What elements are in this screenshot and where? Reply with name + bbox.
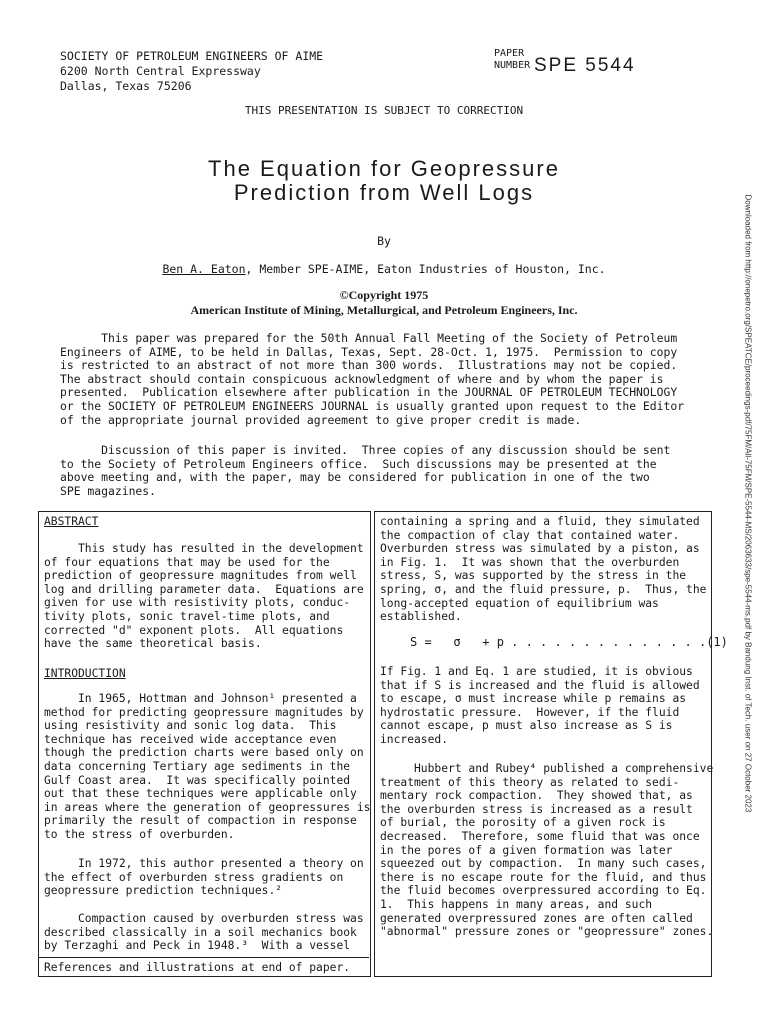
abstract-text: This study has resulted in the development of four equations that may be used for the prediction of geopressure magnitudes from well log and drilling parameter data. Equations are given for use with resistivity plots, conduc- tivity plots, sonic travel-time plots, and corrected "d" exponent plots. All equations have the same theoretical basis. (44, 542, 364, 651)
paper-title-line1: The Equation for Geopressure (208, 156, 560, 181)
equation-1: S = σ + p . . . . . . . . . . . . . .(1) (410, 635, 728, 649)
introduction-text-1: In 1965, Hottman and Johnson¹ presented a method for predicting geopressure magnitudes by using resistivity and sonic log data. This technique has received wide acceptance even though the prediction charts were based only on data concerning Tertiary age sediments in the Gulf Coast area. It was specifically pointed out that these techniques were applicable only in areas where the generation of geopressures is primarily the result of compaction in response to the stress of overburden. (44, 692, 371, 841)
right-text-1: containing a spring and a fluid, they simulated the compaction of clay that contained water. Overburden stress was simulated by a piston, as in Fig. 1. It was shown that the overburden stress, S, was supported by the stress in the spring, σ, and the fluid pressure, p. Thus, the long-accepted equation of equilibrium was established. (380, 515, 707, 624)
society-address-line1: 6200 North Central Expressway (60, 64, 261, 78)
society-name: SOCIETY OF PETROLEUM ENGINEERS OF AIME (60, 49, 324, 63)
society-address-line2: Dallas, Texas 75206 (60, 79, 192, 93)
discussion-paragraph: Discussion of this paper is invited. Three copies of any discussion should be sent to the Society of Petroleum Engineers office. Such discussions may be presented at the above meeting and, with the paper, may be considered for publication in one of the two SPE magazines. (60, 443, 671, 498)
paper-title (0, 157, 768, 205)
author-name: Ben A. Eaton (162, 262, 246, 276)
society-header (60, 49, 323, 94)
author-affiliation: , Member SPE-AIME, Eaton Industries of Houston, Inc. (245, 262, 606, 276)
number-label: NUMBER (494, 60, 531, 71)
copyright-line: ©Copyright 1975 (339, 288, 429, 302)
by-line: By (377, 234, 391, 248)
right-text-2: If Fig. 1 and Eq. 1 are studied, it is obvious that if S is increased and the fluid is allowed to escape, σ must increase while p remains as hydrostatic pressure. However, if the fluid cannot escape, p must also increase as S is increased. (380, 665, 700, 746)
footnote-rule (38, 957, 369, 958)
abstract-heading: ABSTRACT (44, 515, 99, 528)
institute-line: American Institute of Mining, Metallurgical, and Petroleum Engineers, Inc. (190, 303, 578, 317)
paper-title-line2: Prediction from Well Logs (233, 180, 535, 205)
paper-label: PAPER (494, 48, 525, 59)
download-stamp (738, 194, 753, 820)
right-text-3: Hubbert and Rubey⁴ published a comprehensive treatment of this theory as related to sedi- mentary rock compaction. They showed that, as the overburden stress is increased as a result of burial, the porosity of a given rock is decreased. Therefore, some fluid that was once in the pores of a given formation was later squeezed out by compaction. In many such cases, there is no escape route for the fluid, and thus the fluid becomes overpressured according to Eq. 1. This happens in many areas, and such generated overpressured zones are often called "abnormal" pressure zones or "geopressure" zones. (380, 762, 714, 939)
introduction-text-3: Compaction caused by overburden stress was described classically in a soil mechanics book by Terzaghi and Peck in 1948.³ With a vessel (44, 912, 364, 953)
paper-number-block (494, 48, 636, 76)
introduction-text-2: In 1972, this author presented a theory on the effect of overburden stress gradients on geopressure prediction techniques.² (44, 857, 364, 898)
introduction-heading: INTRODUCTION (44, 667, 126, 680)
paper-number: SPE 5544 (534, 55, 636, 76)
author-line (0, 262, 768, 276)
permission-paragraph: This paper was prepared for the 50th Annual Fall Meeting of the Society of Petroleum Engineers of AIME, to be held in Dallas, Texas, Sept. 28-Oct. 1, 1975. Permission to copy is restricted to an abstract of not more than 300 words. Illustrations may not be copied. The abstract should contain conspicuous acknowledgment of where and by whom the paper is presented. Publication elsewhere after publication in the JOURNAL OF PETROLEUM TECHNOLOGY or the SOCIETY OF PETROLEUM ENGINEERS JOURNAL is usually granted upon request to the Editor of the appropriate journal provided agreement to give proper credit is made. (60, 331, 685, 427)
copyright-block (0, 288, 768, 318)
download-stamp-text: Downloaded from http://onepetro.org/SPEATCE/proceedings-pdf/75FM/All-75FM/SPE-5544-MS/2063633/spe-5544-ms.pdf by Bandung Inst. of Tech. user on 27 October 2023 (743, 194, 753, 813)
correction-notice: THIS PRESENTATION IS SUBJECT TO CORRECTION (244, 104, 524, 117)
references-footnote: References and illustrations at end of paper. (44, 961, 351, 974)
